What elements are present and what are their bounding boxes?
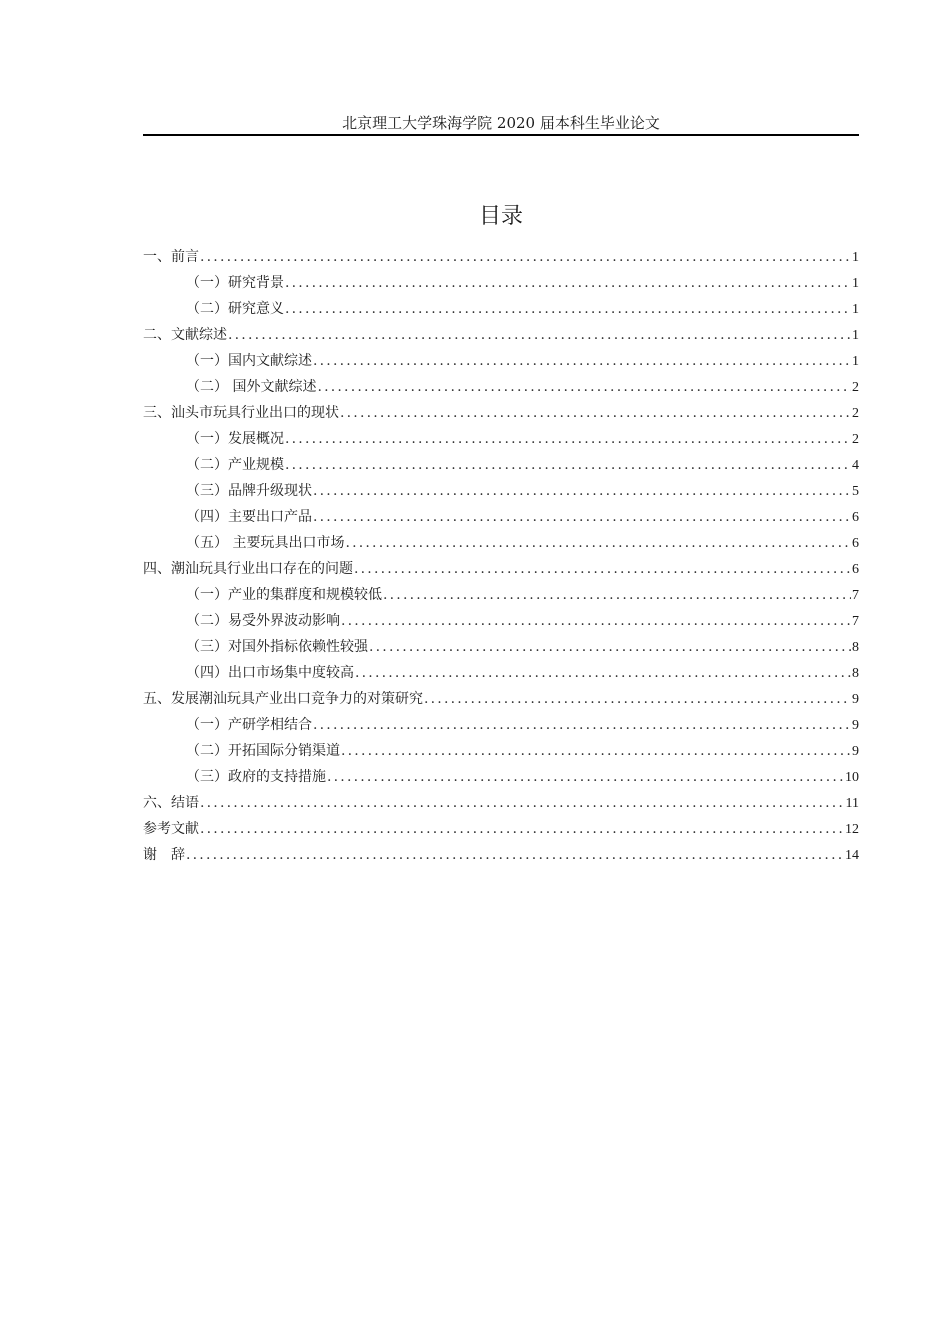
toc-dot-leader bbox=[340, 400, 851, 426]
toc-entry-label: 六、结语 bbox=[143, 795, 199, 811]
toc-entry-label: （一）国内文献综述 bbox=[186, 353, 312, 369]
toc-entry[interactable] bbox=[143, 712, 859, 738]
toc-entry-label: 四、潮汕玩具行业出口存在的问题 bbox=[143, 561, 353, 577]
toc-entry-page: 10 bbox=[845, 770, 859, 785]
toc-entry[interactable] bbox=[143, 270, 859, 296]
toc-entry-label: （二）产业规模 bbox=[186, 457, 284, 473]
toc-entry-label: （五） 主要玩具出口市场 bbox=[186, 535, 345, 551]
toc-title: 目录 bbox=[478, 204, 523, 229]
toc-entry[interactable] bbox=[143, 686, 859, 712]
toc-entry-page: 8 bbox=[852, 640, 859, 655]
toc-dot-leader bbox=[424, 686, 851, 712]
toc-dot-leader bbox=[285, 270, 851, 296]
toc-dot-leader bbox=[341, 738, 851, 764]
toc-entry-label: （二） 国外文献综述 bbox=[186, 379, 317, 395]
toc-dot-leader bbox=[186, 842, 844, 868]
toc-entry-page: 11 bbox=[845, 796, 859, 811]
toc-entry-page: 14 bbox=[845, 848, 859, 863]
toc-entry[interactable] bbox=[143, 608, 859, 634]
toc-entry-label: （四）出口市场集中度较高 bbox=[186, 665, 354, 681]
toc-entry-label: （三）政府的支持措施 bbox=[186, 769, 326, 785]
toc-entry-label: 一、前言 bbox=[143, 249, 199, 265]
toc-entry-page: 9 bbox=[852, 718, 859, 733]
page-header: 北京理工大学珠海学院 2020 届本科生毕业论文 bbox=[342, 114, 660, 132]
toc-entry-label: 三、汕头市玩具行业出口的现状 bbox=[143, 405, 339, 421]
toc-entry[interactable] bbox=[143, 634, 859, 660]
toc-dot-leader bbox=[341, 608, 851, 634]
table-of-contents bbox=[143, 244, 859, 868]
toc-entry[interactable] bbox=[143, 842, 859, 868]
toc-entry-page: 1 bbox=[852, 302, 859, 317]
toc-dot-leader bbox=[327, 764, 844, 790]
toc-dot-leader bbox=[200, 790, 845, 816]
toc-dot-leader bbox=[313, 504, 851, 530]
toc-entry-label: （二）研究意义 bbox=[186, 301, 284, 317]
toc-entry-page: 1 bbox=[852, 328, 859, 343]
toc-dot-leader bbox=[383, 582, 851, 608]
toc-entry[interactable] bbox=[143, 322, 859, 348]
toc-entry[interactable] bbox=[143, 452, 859, 478]
toc-entry-label: （一）产业的集群度和规模较低 bbox=[186, 587, 382, 603]
toc-entry-page: 7 bbox=[852, 588, 859, 603]
toc-dot-leader bbox=[313, 712, 851, 738]
toc-entry-page: 12 bbox=[845, 822, 859, 837]
toc-entry[interactable] bbox=[143, 296, 859, 322]
toc-entry[interactable] bbox=[143, 244, 859, 270]
toc-entry-label: （一）研究背景 bbox=[186, 275, 284, 291]
toc-dot-leader bbox=[355, 660, 851, 686]
toc-dot-leader bbox=[200, 244, 851, 270]
toc-entry-label: （二）开拓国际分销渠道 bbox=[186, 743, 340, 759]
toc-entry-page: 1 bbox=[852, 276, 859, 291]
toc-dot-leader bbox=[369, 634, 851, 660]
toc-dot-leader bbox=[313, 478, 851, 504]
toc-entry[interactable] bbox=[143, 478, 859, 504]
toc-dot-leader bbox=[228, 322, 851, 348]
toc-entry-label: （四）主要出口产品 bbox=[186, 509, 312, 525]
toc-entry-page: 6 bbox=[852, 562, 859, 577]
toc-entry-label: （三）对国外指标依赖性较强 bbox=[186, 639, 368, 655]
toc-entry-page: 2 bbox=[852, 406, 859, 421]
toc-dot-leader bbox=[285, 452, 851, 478]
toc-entry[interactable] bbox=[143, 660, 859, 686]
toc-entry-page: 9 bbox=[852, 692, 859, 707]
toc-dot-leader bbox=[354, 556, 851, 582]
toc-entry-page: 1 bbox=[852, 354, 859, 369]
toc-entry[interactable] bbox=[143, 790, 859, 816]
toc-entry[interactable] bbox=[143, 426, 859, 452]
toc-entry[interactable] bbox=[143, 556, 859, 582]
toc-dot-leader bbox=[285, 426, 851, 452]
toc-dot-leader bbox=[313, 348, 851, 374]
toc-entry[interactable] bbox=[143, 582, 859, 608]
toc-entry[interactable] bbox=[143, 374, 859, 400]
toc-entry-label: （一）产研学相结合 bbox=[186, 717, 312, 733]
toc-entry-page: 5 bbox=[852, 484, 859, 499]
toc-entry[interactable] bbox=[143, 816, 859, 842]
toc-entry[interactable] bbox=[143, 348, 859, 374]
toc-entry-page: 2 bbox=[852, 380, 859, 395]
toc-entry[interactable] bbox=[143, 764, 859, 790]
toc-dot-leader bbox=[345, 530, 851, 556]
toc-entry-page: 7 bbox=[852, 614, 859, 629]
toc-entry-label: 二、文献综述 bbox=[143, 327, 227, 343]
toc-entry-page: 8 bbox=[852, 666, 859, 681]
toc-entry[interactable] bbox=[143, 530, 859, 556]
toc-entry-page: 6 bbox=[852, 536, 859, 551]
toc-entry-label: 参考文献 bbox=[143, 821, 199, 837]
toc-entry-page: 2 bbox=[852, 432, 859, 447]
toc-entry-label: 谢 辞 bbox=[143, 847, 185, 863]
toc-dot-leader bbox=[200, 816, 844, 842]
toc-entry-label: （三）品牌升级现状 bbox=[186, 483, 312, 499]
toc-entry-label: （一）发展概况 bbox=[186, 431, 284, 447]
toc-entry[interactable] bbox=[143, 400, 859, 426]
toc-entry-page: 6 bbox=[852, 510, 859, 525]
toc-entry-page: 4 bbox=[852, 458, 859, 473]
toc-entry-page: 1 bbox=[852, 250, 859, 265]
toc-entry-label: （二）易受外界波动影响 bbox=[186, 613, 340, 629]
toc-entry-label: 五、发展潮汕玩具产业出口竞争力的对策研究 bbox=[143, 691, 423, 707]
toc-entry-page: 9 bbox=[852, 744, 859, 759]
toc-dot-leader bbox=[285, 296, 851, 322]
toc-dot-leader bbox=[317, 374, 851, 400]
header-rule bbox=[143, 134, 859, 136]
toc-entry[interactable] bbox=[143, 738, 859, 764]
toc-entry[interactable] bbox=[143, 504, 859, 530]
